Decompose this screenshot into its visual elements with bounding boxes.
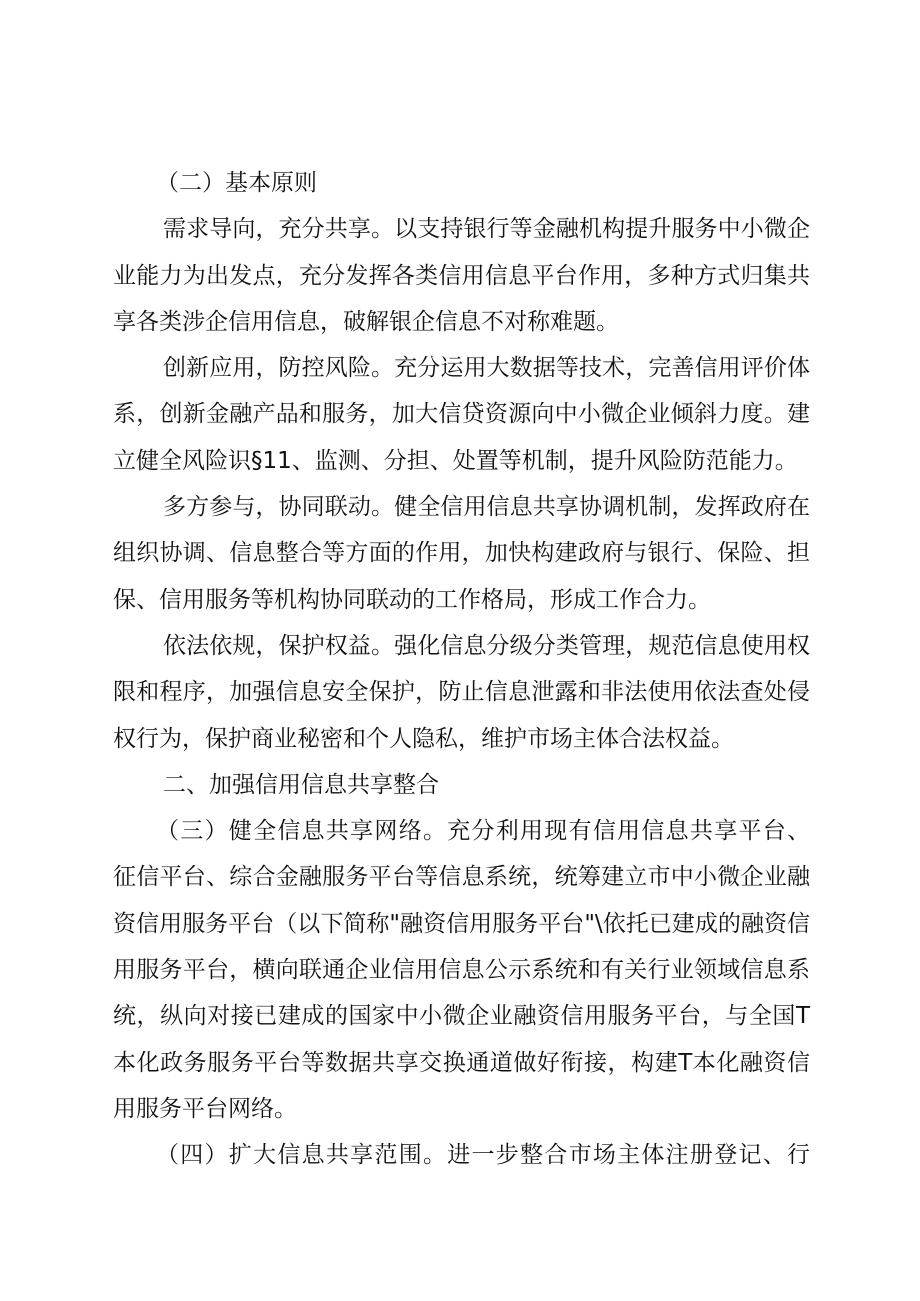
paragraph-line: 创新应用，防控风险。充分运用大数据等技术，完善信用评价体 [163, 355, 810, 382]
paragraph-line: 组织协调、信息整合等方面的作用，加快构建政府与银行、保险、担 [113, 540, 810, 567]
paragraph-line: 资信用服务平台（以下简称"融资信用服务平台"\依托已建成的融资信 [113, 910, 810, 937]
paragraph-line: 统，纵向对接已建成的国家中小微企业融资信用服务平台，与全国T [113, 1003, 810, 1030]
section-heading: （二）基本原则 [156, 170, 317, 196]
paragraph-line: 用服务平台网络。 [113, 1095, 297, 1122]
paragraph-line: 多方参与，协同联动。健全信用信息共享协调机制，发挥政府在 [163, 494, 810, 521]
paragraph-line: 需求导向，充分共享。以支持银行等金融机构提升服务中小微企 [163, 216, 810, 243]
paragraph-line: 本化政务服务平台等数据共享交换通道做好衔接，构建T本化融资信 [113, 1049, 810, 1076]
paragraph-line: （三）健全信息共享网络。充分利用现有信用信息共享平台、 [156, 818, 810, 845]
paragraph-line: （四）扩大信息共享范围。进一步整合市场主体注册登记、行 [156, 1142, 810, 1169]
paragraph-line: 系，创新金融产品和服务，加大信贷资源向中小微企业倾斜力度。建 [113, 401, 810, 428]
paragraph-line: 立健全风险识§11、监测、分担、处置等机制，提升风险防范能力。 [113, 447, 798, 474]
paragraph-line: 征信平台、综合金融服务平台等信息系统，统筹建立市中小微企业融 [113, 864, 810, 891]
paragraph-line: 依法依规，保护权益。强化信息分级分类管理，规范信息使用权 [163, 632, 810, 659]
paragraph-line: 保、信用服务等机构协同联动的工作格局，形成工作合力。 [113, 586, 711, 613]
paragraph-line: 业能力为出发点，充分发挥各类信用信息平台作用，多种方式归集共 [113, 262, 810, 289]
paragraph-line: 享各类涉企信用信息，破解银企信息不对称难题。 [113, 308, 619, 335]
paragraph-line: 权行为，保护商业秘密和个人隐私，维护市场主体合法权益。 [113, 725, 734, 752]
document-body [113, 160, 810, 1179]
paragraph-line: 限和程序，加强信息安全保护，防止信息泄露和非法使用依法查处侵 [113, 679, 810, 706]
paragraph-line: 用服务平台，横向联通企业信用信息公示系统和有关行业领域信息系 [113, 957, 810, 984]
section-heading: 二、加强信用信息共享整合 [163, 771, 439, 798]
